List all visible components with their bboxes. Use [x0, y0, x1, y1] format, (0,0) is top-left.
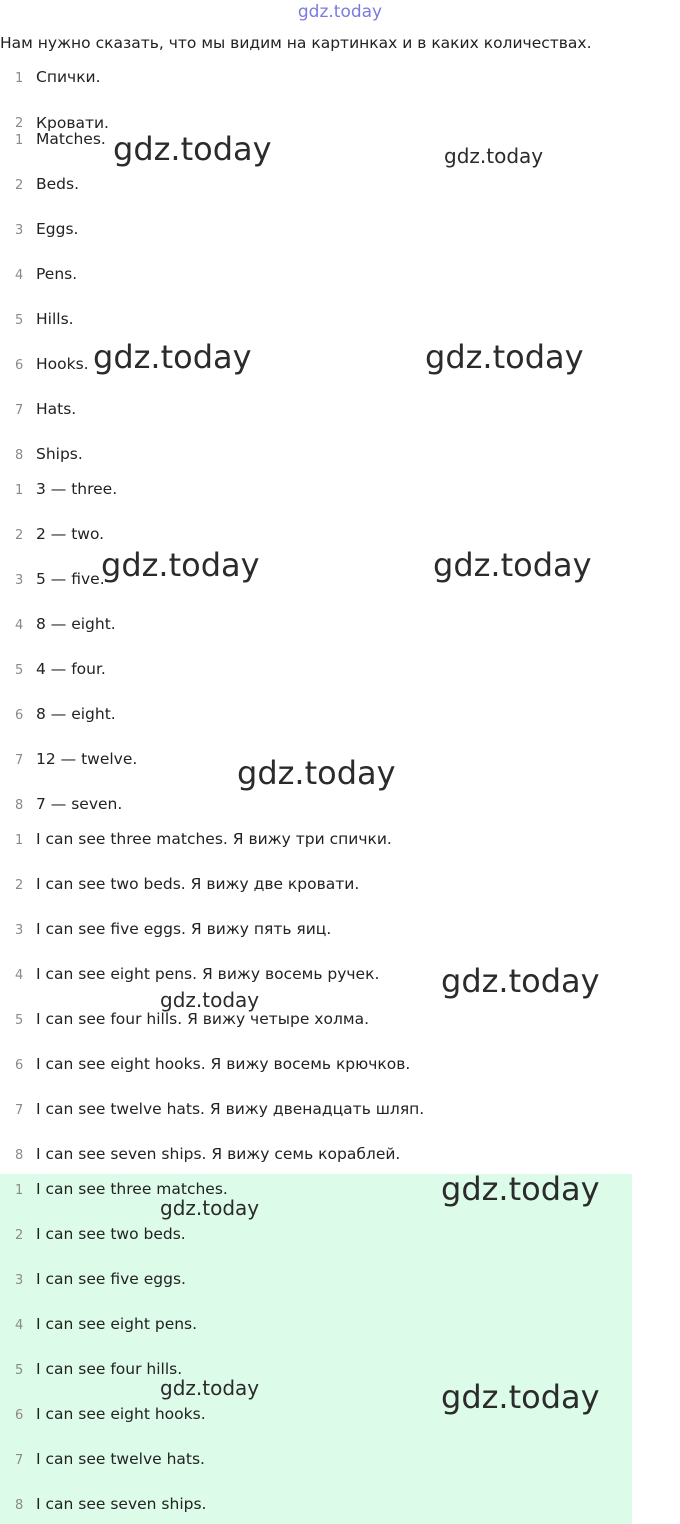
watermark: gdz.today — [433, 546, 592, 584]
item-text: 8 — eight. — [36, 615, 116, 633]
item-text: I can see seven ships. Я вижу семь кораблей. — [36, 1145, 401, 1163]
list-item — [0, 1450, 632, 1474]
item-text: 3 — three. — [36, 480, 118, 498]
list-item — [0, 265, 632, 289]
item-number: 2 — [15, 116, 24, 131]
item-text: I can see twelve hats. — [36, 1450, 205, 1468]
item-number: 4 — [15, 968, 24, 983]
watermark: gdz.today — [160, 1376, 260, 1400]
item-text: I can see two beds. Я вижу две кровати. — [36, 875, 360, 893]
list-item — [0, 400, 632, 424]
item-number: 3 — [15, 223, 24, 238]
list-item — [0, 1145, 632, 1169]
list-item — [0, 920, 632, 944]
item-number: 1 — [15, 133, 24, 148]
item-text: I can see eight hooks. Я вижу восемь крючков. — [36, 1055, 411, 1073]
list-item — [0, 830, 632, 854]
item-text: Hills. — [36, 310, 74, 328]
list-item — [0, 660, 632, 684]
item-text: Matches. — [36, 130, 106, 148]
site-watermark-header: gdz.today — [297, 2, 383, 22]
item-number: 5 — [15, 663, 24, 678]
item-text: Beds. — [36, 175, 80, 193]
item-number: 8 — [15, 798, 24, 813]
list-item — [0, 875, 632, 899]
item-text: 8 — eight. — [36, 705, 116, 723]
list-item — [0, 1315, 632, 1339]
watermark: gdz.today — [237, 754, 396, 792]
item-number: 7 — [15, 1103, 24, 1118]
list-item — [0, 795, 632, 819]
list-item — [0, 1010, 632, 1034]
item-number: 4 — [15, 618, 24, 633]
item-text: 5 — five. — [36, 570, 105, 588]
list-item — [0, 705, 632, 729]
item-number: 3 — [15, 923, 24, 938]
item-text: I can see eight hooks. — [36, 1405, 206, 1423]
item-number: 5 — [15, 313, 24, 328]
list-item — [0, 445, 632, 469]
item-text: I can see five eggs. Я вижу пять яиц. — [36, 920, 332, 938]
watermark: gdz.today — [441, 962, 600, 1000]
item-number: 8 — [15, 448, 24, 463]
item-number: 3 — [15, 573, 24, 588]
item-text: I can see seven ships. — [36, 1495, 207, 1513]
watermark: gdz.today — [113, 130, 272, 168]
item-text: I can see three matches. Я вижу три спички. — [36, 830, 392, 848]
watermark: gdz.today — [425, 338, 584, 376]
item-text: 4 — four. — [36, 660, 106, 678]
item-text: Eggs. — [36, 220, 79, 238]
list-item — [0, 615, 632, 639]
item-text: Ships. — [36, 445, 83, 463]
list-item — [0, 220, 632, 244]
item-text: I can see five eggs. — [36, 1270, 186, 1288]
item-text: I can see four hills. — [36, 1360, 183, 1378]
item-number: 2 — [15, 878, 24, 893]
list-item — [0, 1055, 632, 1079]
item-text: 7 — seven. — [36, 795, 123, 813]
watermark: gdz.today — [93, 338, 252, 376]
item-number: 8 — [15, 1148, 24, 1163]
item-number: 6 — [15, 358, 24, 373]
item-text: I can see eight pens. Я вижу восемь ручек. — [36, 965, 380, 983]
watermark: gdz.today — [444, 144, 544, 168]
item-text: Pens. — [36, 265, 78, 283]
item-text: I can see twelve hats. Я вижу двенадцать шляп. — [36, 1100, 425, 1118]
item-text: I can see three matches. — [36, 1180, 228, 1198]
watermark: gdz.today — [101, 546, 260, 584]
item-number: 3 — [15, 1273, 24, 1288]
item-text: Кровати. — [36, 114, 109, 132]
list-item — [0, 1100, 632, 1124]
item-text: I can see eight pens. — [36, 1315, 198, 1333]
list-item — [0, 310, 632, 334]
item-number: 1 — [15, 833, 24, 848]
item-number: 7 — [15, 753, 24, 768]
item-number: 7 — [15, 1453, 24, 1468]
item-text: Hats. — [36, 400, 77, 418]
item-text: I can see two beds. — [36, 1225, 186, 1243]
item-text: Hooks. — [36, 355, 89, 373]
item-number: 5 — [15, 1363, 24, 1378]
list-item — [0, 1225, 632, 1249]
watermark: gdz.today — [441, 1170, 600, 1208]
item-number: 1 — [15, 1183, 24, 1198]
item-number: 8 — [15, 1498, 24, 1513]
item-text: 2 — two. — [36, 525, 105, 543]
item-number: 6 — [15, 708, 24, 723]
watermark: gdz.today — [160, 988, 260, 1012]
list-item — [0, 110, 632, 132]
item-text: 12 — twelve. — [36, 750, 138, 768]
item-text: Спички. — [36, 68, 101, 86]
item-text: I can see four hills. Я вижу четыре холма. — [36, 1010, 369, 1028]
item-number: 1 — [15, 71, 24, 86]
item-number: 1 — [15, 483, 24, 498]
item-number: 2 — [15, 528, 24, 543]
item-number: 4 — [15, 1318, 24, 1333]
list-item — [0, 1270, 632, 1294]
list-item — [0, 480, 632, 504]
watermark: gdz.today — [160, 1196, 260, 1220]
item-number: 6 — [15, 1058, 24, 1073]
list-item — [0, 175, 632, 199]
item-number: 5 — [15, 1013, 24, 1028]
item-number: 2 — [15, 178, 24, 193]
item-number: 6 — [15, 1408, 24, 1423]
item-number: 7 — [15, 403, 24, 418]
watermark: gdz.today — [441, 1378, 600, 1416]
list-item — [0, 1495, 632, 1519]
item-number: 2 — [15, 1228, 24, 1243]
item-number: 4 — [15, 268, 24, 283]
intro-text: Нам нужно сказать, что мы видим на картинках и в каких количествах. — [0, 34, 592, 52]
list-item — [0, 68, 632, 92]
